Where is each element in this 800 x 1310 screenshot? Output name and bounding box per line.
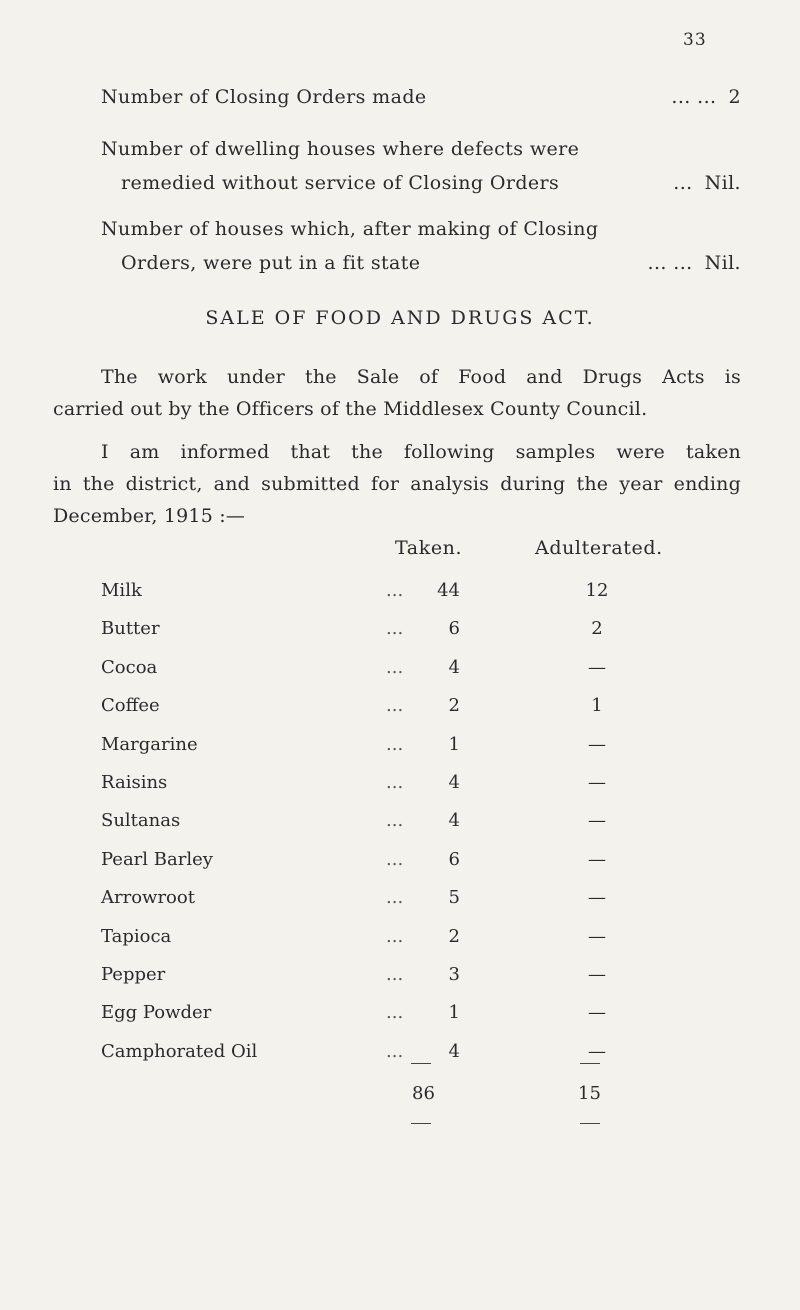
entry-value: 2 [728, 86, 741, 108]
adulterated-value: — [588, 657, 606, 678]
row-leader: ... [386, 734, 404, 755]
defects-remedied-entry [101, 132, 741, 200]
row-leader: ... [386, 1002, 404, 1023]
table-row [101, 1037, 661, 1067]
taken-value: 5 [448, 887, 460, 908]
row-leader: ... [386, 618, 404, 639]
sample-name: Arrowroot [101, 887, 195, 908]
total-rule-taken [411, 1063, 431, 1064]
taken-value: 4 [448, 1041, 460, 1062]
adulterated-value: — [588, 1041, 606, 1062]
adulterated-value: 2 [591, 618, 603, 639]
row-leader: ... [386, 849, 404, 870]
table-row [101, 998, 661, 1028]
adulterated-value: 12 [585, 580, 609, 601]
table-row [101, 730, 661, 760]
closing-rule-adulterated [580, 1123, 600, 1124]
table-row [101, 806, 661, 836]
sample-name: Margarine [101, 734, 198, 755]
paragraph-first-line: I am informed that the following samples were taken [101, 441, 741, 463]
entry-label: Number of dwelling houses where defects were [101, 138, 580, 160]
row-leader: ... [386, 1041, 404, 1062]
entry-leader: ... ... [647, 252, 693, 274]
paragraph-first-line: The work under the Sale of Food and Drugs Acts is [101, 366, 741, 388]
table-row [101, 614, 661, 644]
total-taken: 86 [412, 1083, 435, 1104]
sample-name: Milk [101, 580, 142, 601]
taken-value: 4 [448, 657, 460, 678]
entry-label: Number of houses which, after making of Closing [101, 218, 599, 240]
taken-value: 2 [448, 695, 460, 716]
adulterated-value: — [588, 810, 606, 831]
total-adulterated: 15 [578, 1083, 601, 1104]
entry-label-continued: Orders, were put in a fit state [121, 252, 421, 274]
table-row [101, 883, 661, 913]
entry-leader: ... ... [671, 86, 717, 108]
taken-value: 6 [448, 618, 460, 639]
entry-label: Number of Closing Orders made [101, 86, 427, 108]
column-header-adulterated: Adulterated. [535, 537, 663, 559]
paragraph-samples [53, 436, 741, 532]
table-row [101, 922, 661, 952]
paragraph-work [53, 361, 741, 425]
entry-value: Nil. [704, 252, 741, 274]
sample-name: Cocoa [101, 657, 158, 678]
table-row [101, 768, 661, 798]
entry-label-continued: remedied without service of Closing Orders [121, 172, 560, 194]
paragraph-rest: in the district, and submitted for analysis during the year ending December, 1915 :— [53, 473, 741, 527]
taken-value: 4 [448, 810, 460, 831]
taken-value: 4 [448, 772, 460, 793]
adulterated-value: — [588, 887, 606, 908]
adulterated-value: — [588, 1002, 606, 1023]
row-leader: ... [386, 580, 404, 601]
taken-value: 3 [448, 964, 460, 985]
sample-name: Pepper [101, 964, 166, 985]
adulterated-value: — [588, 734, 606, 755]
row-leader: ... [386, 926, 404, 947]
sample-name: Pearl Barley [101, 849, 213, 870]
adulterated-value: — [588, 849, 606, 870]
sample-name: Egg Powder [101, 1002, 212, 1023]
row-leader: ... [386, 964, 404, 985]
sample-name: Butter [101, 618, 160, 639]
row-leader: ... [386, 657, 404, 678]
fit-state-entry [101, 212, 741, 280]
entry-value: Nil. [704, 172, 741, 194]
adulterated-value: — [588, 964, 606, 985]
taken-value: 1 [448, 734, 460, 755]
section-title: SALE OF FOOD AND DRUGS ACT. [205, 307, 595, 329]
sample-name: Coffee [101, 695, 160, 716]
sample-name: Raisins [101, 772, 168, 793]
sample-name: Sultanas [101, 810, 181, 831]
page-number: 33 [683, 30, 707, 50]
sample-name: Tapioca [101, 926, 172, 947]
table-row [101, 653, 661, 683]
closing-rule-taken [411, 1123, 431, 1124]
table-row [101, 691, 661, 721]
row-leader: ... [386, 887, 404, 908]
total-rule-adulterated [580, 1063, 600, 1064]
row-leader: ... [386, 810, 404, 831]
adulterated-value: 1 [591, 695, 603, 716]
table-row [101, 576, 661, 606]
taken-value: 2 [448, 926, 460, 947]
adulterated-value: — [588, 926, 606, 947]
taken-value: 44 [437, 580, 460, 601]
sample-name: Camphorated Oil [101, 1041, 258, 1062]
row-leader: ... [386, 695, 404, 716]
taken-value: 1 [448, 1002, 460, 1023]
paragraph-rest: carried out by the Officers of the Middlesex County Council. [53, 398, 648, 420]
entry-leader: ... [673, 172, 693, 194]
adulterated-value: — [588, 772, 606, 793]
closing-orders-entry [101, 80, 741, 114]
taken-value: 6 [448, 849, 460, 870]
column-header-taken: Taken. [395, 537, 463, 559]
row-leader: ... [386, 772, 404, 793]
table-row [101, 960, 661, 990]
table-row [101, 845, 661, 875]
